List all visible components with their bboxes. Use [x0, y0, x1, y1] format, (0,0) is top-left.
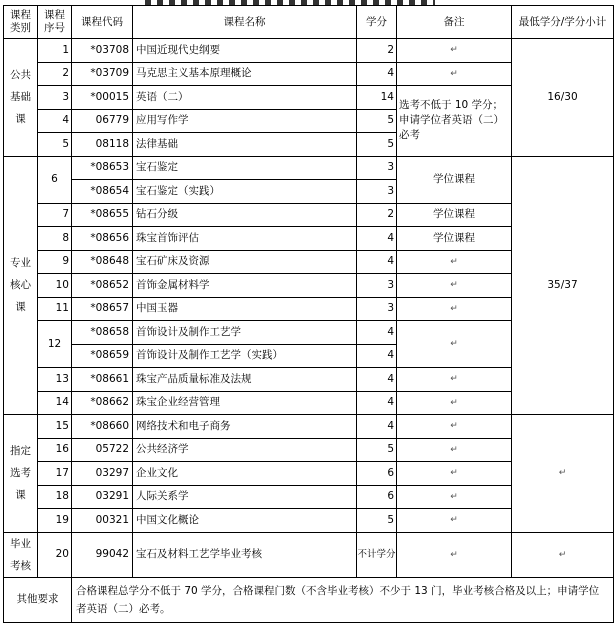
row-code: 03291 — [72, 485, 133, 509]
category-public: 公共基础课 — [4, 39, 38, 157]
row-code: *08662 — [72, 391, 133, 415]
row-seq: 19 — [38, 509, 72, 533]
row-code: *08655 — [72, 203, 133, 227]
row-name: 法律基础 — [133, 133, 357, 157]
row-seq: 7 — [38, 203, 72, 227]
row-seq: 16 — [38, 438, 72, 462]
min-credit-core: 35/37 — [512, 156, 614, 415]
row-code: *08657 — [72, 297, 133, 321]
row-note-empty — [397, 274, 512, 298]
paragraph-mark: ↵ — [450, 515, 458, 526]
header-row — [4, 6, 614, 39]
row-credit: 6 — [357, 462, 397, 486]
row-seq: 10 — [38, 274, 72, 298]
row-seq: 12 — [38, 321, 72, 368]
row-credit: 4 — [357, 415, 397, 439]
row-seq: 6 — [38, 156, 72, 203]
row-name: 英语（二） — [133, 86, 357, 110]
row-credit: 2 — [357, 39, 397, 63]
public-note: 选考不低于 10 学分；申请学位者英语（二）必考 — [397, 86, 512, 157]
row-credit: 3 — [357, 180, 397, 204]
row-seq: 3 — [38, 86, 72, 110]
table-row — [4, 39, 614, 63]
table-row — [4, 156, 614, 180]
row-note-empty — [397, 415, 512, 439]
min-credit-graduation — [512, 532, 614, 577]
row-name: 人际关系学 — [133, 485, 357, 509]
row-seq: 14 — [38, 391, 72, 415]
row-credit: 3 — [357, 274, 397, 298]
row-name: 马克思主义基本原理概论 — [133, 62, 357, 86]
row-name: 中国文化概论 — [133, 509, 357, 533]
footer-label: 其他要求 — [4, 577, 72, 622]
row-seq: 5 — [38, 133, 72, 157]
paragraph-mark: ↵ — [450, 444, 458, 455]
row-note-empty — [397, 438, 512, 462]
row-code: *08653 — [72, 156, 133, 180]
row-name: 宝石及材料工艺学毕业考核 — [133, 532, 357, 577]
footer-text: 合格课程总学分不低于 70 学分，合格课程门数（不含毕业考核）不少于 13 门，毕业考核合格及以上；申请学位者英语（二）必考。 — [72, 577, 614, 622]
paragraph-mark: ↵ — [450, 256, 458, 267]
table-row — [4, 415, 614, 439]
row-code: *08656 — [72, 227, 133, 251]
row-credit: 3 — [357, 297, 397, 321]
row-name: 珠宝企业经营管理 — [133, 391, 357, 415]
header-seq: 课程序号 — [38, 6, 72, 39]
row-code: *08661 — [72, 368, 133, 392]
row-name: 网络技术和电子商务 — [133, 415, 357, 439]
row-code: *03709 — [72, 62, 133, 86]
row-credit: 14 — [357, 86, 397, 110]
row-credit: 5 — [357, 438, 397, 462]
row-note-empty — [397, 368, 512, 392]
row-note-empty — [397, 62, 512, 86]
header-name: 课程名称 — [133, 6, 357, 39]
row-code: 08118 — [72, 133, 133, 157]
paragraph-mark: ↵ — [558, 468, 567, 479]
header-min-credit: 最低学分/学分小计 — [512, 6, 614, 39]
paragraph-mark: ↵ — [450, 374, 458, 385]
row-seq: 20 — [38, 532, 72, 577]
row-note-empty — [397, 509, 512, 533]
row-note-empty — [397, 297, 512, 321]
paragraph-mark: ↵ — [450, 549, 458, 560]
row-code: *08652 — [72, 274, 133, 298]
row-seq: 8 — [38, 227, 72, 251]
row-seq: 18 — [38, 485, 72, 509]
row-seq: 17 — [38, 462, 72, 486]
row-credit: 4 — [357, 250, 397, 274]
header-code: 课程代码 — [72, 6, 133, 39]
row-seq: 2 — [38, 62, 72, 86]
row-code: *08659 — [72, 344, 133, 368]
row-note-empty — [397, 485, 512, 509]
row-credit: 5 — [357, 109, 397, 133]
row-name: 应用写作学 — [133, 109, 357, 133]
row-code: *08658 — [72, 321, 133, 345]
row-code: 05722 — [72, 438, 133, 462]
row-name: 钻石分级 — [133, 203, 357, 227]
category-core: 专业核心课 — [4, 156, 38, 415]
row-name: 首饰设计及制作工艺学（实践） — [133, 344, 357, 368]
paragraph-mark: ↵ — [450, 68, 458, 79]
paragraph-mark: ↵ — [450, 280, 458, 291]
row-name: 中国近现代史纲要 — [133, 39, 357, 63]
row-credit: 5 — [357, 509, 397, 533]
min-credit-elective — [512, 415, 614, 533]
category-graduation: 毕业考核 — [4, 532, 38, 577]
row-seq: 15 — [38, 415, 72, 439]
course-plan-page — [3, 5, 613, 623]
row-seq: 9 — [38, 250, 72, 274]
row-credit: 4 — [357, 321, 397, 345]
row-name: 中国玉器 — [133, 297, 357, 321]
paragraph-mark: ↵ — [450, 339, 458, 349]
row-name: 企业文化 — [133, 462, 357, 486]
paragraph-mark: ↵ — [450, 303, 458, 314]
row-credit: 6 — [357, 485, 397, 509]
paragraph-mark: ↵ — [450, 397, 458, 408]
row-credit: 2 — [357, 203, 397, 227]
header-note: 备注 — [397, 6, 512, 39]
row-note-empty — [397, 321, 512, 368]
row-credit: 4 — [357, 227, 397, 251]
row-seq: 4 — [38, 109, 72, 133]
degree-course-note: 学位课程 — [397, 203, 512, 227]
row-seq: 1 — [38, 39, 72, 63]
row-credit: 4 — [357, 368, 397, 392]
course-table — [3, 5, 614, 623]
row-seq: 13 — [38, 368, 72, 392]
row-name: 珠宝首饰评估 — [133, 227, 357, 251]
row-name: 宝石矿床及资源 — [133, 250, 357, 274]
paragraph-mark: ↵ — [450, 421, 458, 432]
row-seq: 11 — [38, 297, 72, 321]
row-note-empty — [397, 39, 512, 63]
footer-row — [4, 577, 614, 622]
row-name: 公共经济学 — [133, 438, 357, 462]
paragraph-mark: ↵ — [558, 549, 567, 560]
row-credit: 4 — [357, 344, 397, 368]
row-code: *08654 — [72, 180, 133, 204]
row-name: 首饰设计及制作工艺学 — [133, 321, 357, 345]
row-credit: 5 — [357, 133, 397, 157]
row-code: 06779 — [72, 109, 133, 133]
row-code: 03297 — [72, 462, 133, 486]
row-credit: 不计学分 — [357, 532, 397, 577]
row-name: 宝石鉴定 — [133, 156, 357, 180]
min-credit-public: 16/30 — [512, 39, 614, 157]
paragraph-mark: ↵ — [450, 491, 458, 502]
degree-course-note: 学位课程 — [397, 156, 512, 203]
row-code: 99042 — [72, 532, 133, 577]
paragraph-mark: ↵ — [450, 45, 458, 56]
header-credit: 学分 — [357, 6, 397, 39]
row-code: 00321 — [72, 509, 133, 533]
row-name: 首饰金属材料学 — [133, 274, 357, 298]
row-code: *00015 — [72, 86, 133, 110]
row-credit: 4 — [357, 391, 397, 415]
header-category: 课程类别 — [4, 6, 38, 39]
table-row — [4, 532, 614, 577]
row-note-empty — [397, 250, 512, 274]
row-code: *03708 — [72, 39, 133, 63]
paragraph-mark: ↵ — [450, 468, 458, 479]
row-name: 珠宝产品质量标准及法规 — [133, 368, 357, 392]
row-note-empty — [397, 391, 512, 415]
row-note-empty — [397, 532, 512, 577]
row-name: 宝石鉴定（实践） — [133, 180, 357, 204]
row-code: *08648 — [72, 250, 133, 274]
row-note-empty — [397, 462, 512, 486]
row-code: *08660 — [72, 415, 133, 439]
category-elective: 指定选考课 — [4, 415, 38, 533]
degree-course-note: 学位课程 — [397, 227, 512, 251]
row-credit: 4 — [357, 62, 397, 86]
row-credit: 3 — [357, 156, 397, 180]
